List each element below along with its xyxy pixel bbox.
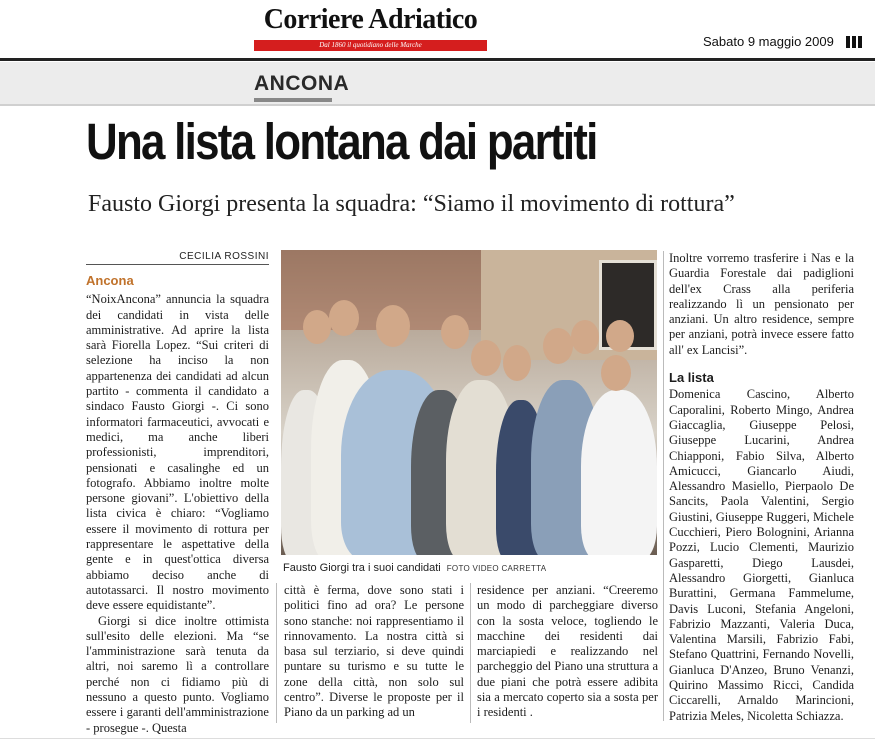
issue-date: Sabato 9 maggio 2009	[703, 34, 834, 49]
header-divider	[0, 58, 875, 61]
paragraph: Inoltre vorremo trasferire i Nas e la Guardia Forestale dai padiglioni dell'ex Crass alla periferia realizzando lì un pensionato per anziani. Un altro residence, sempre per anziani, potrà invece essere fatto all' ex Lancisi”.	[669, 251, 854, 357]
byline: CECILIA ROSSINI	[179, 251, 269, 262]
group-photo	[281, 250, 657, 555]
article-column-3	[477, 583, 658, 721]
paragraph: “NoixAncona” annuncia la squadra dei candidati in vista delle amministrative. Ad aprire la lista sarà Fiorella Lopez. “Sui criteri di selezione ha inciso la non appartenenza dei candidati ad alcun partito - commenta il candidato a sindaco Fausto Giorgi -. Ci sono informatori farmaceutici, avvocati e medici, ma anche liberi professionisti, imprenditori, pensionati e casalinghe ed un fotografo. Abbiamo inoltre molte persone giovani”. L'obiettivo della lista civica è chiaro: “Vogliamo essere il movimento di rottura per rappresentare le aspettative della gente e in quest'ottica diversa abbiamo deciso anche di autotassarci. Il nostro movimento deve essere equidistante”.	[86, 292, 269, 613]
masthead	[0, 0, 875, 60]
byline-divider	[86, 264, 269, 265]
paragraph: Giorgi si dice inoltre ottimista sull'esito delle elezioni. Ma “se l'amministrazione sarà tenuta da altri, noi saremo lì a controllare perché non ci fidiamo più di nessuno a questo punto. Vogliamo essere i garanti dell'amministrazione - prosegue -. Questa	[86, 613, 269, 735]
photo-credit: FOTO VIDEO CARRETTA	[446, 564, 547, 573]
newspaper-title: Corriere Adriatico	[263, 4, 478, 35]
dateline-kicker: Ancona	[86, 273, 134, 288]
section-band	[0, 62, 875, 106]
column-divider	[470, 583, 471, 723]
paragraph: residence per anziani. “Creeremo un modo di parcheggiare diverso con la sosta veloce, togliendo le macchine dei residenti dai marciapiedi e realizzando nel parcheggio del Piano una struttura a due piani che potrà essere adibita sia a mercato coperto sia a sosta per i residenti .	[477, 583, 658, 720]
column-divider	[276, 583, 277, 723]
candidate-list: Domenica Cascino, Alberto Caporalini, Roberto Mingo, Andrea Giaccaglia, Giuseppe Pelosi, Giuseppe Lucarini, Andrea Chiapponi, Fabio Silva, Alberto Amicucci, Giancarlo Aiudi, Alessandro Masiello, Pierpaolo De Sancits, Paola Valentini, Sergio Giustini, Giuseppe Ruggeri, Michele Cucchieri, Piero Bolognini, Arianna Pozzi, Lucio Clementi, Maurizio Gasparetti, Diego Lausdei, Alessandro Giorgetti, Gianluca Burattini, Germana Fammelume, Davis Luconi, Stefania Angeloni, Fabrizio Mazzanti, Valeria Duca, Valentina Marsili, Fabrizio Fabi, Stefano Quattrini, Fernando Novelli, Gianluca D'Anzeo, Bruno Venanzi, Quirino Massimo Ricci, Candida Ciccarelli, Arnaldo Marincioni, Patrizia Meles, Nicoletta Schiazza.	[669, 387, 854, 723]
article-column-1	[86, 270, 269, 736]
caption-text: Fausto Giorgi tra i suoi candidati	[283, 562, 441, 574]
paragraph: città è ferma, dove sono stati i politici fino ad ora? Le persone sono stanche: noi rappresentiamo il rinnovamento. La nostra città si basa sul terziario, si deve quindi puntare su turismo e su tutte le zone della città, non solo sul centro”. Diverse le proposte per il Piano da un parking ad un	[284, 583, 464, 720]
photo-caption	[283, 562, 546, 574]
section-name: ANCONA	[254, 72, 350, 95]
candidate-list-heading: La lista	[669, 370, 714, 386]
column-divider	[663, 251, 664, 721]
subheadline: Fausto Giorgi presenta la squadra: “Siamo il movimento di rottura”	[88, 191, 735, 217]
newspaper-tagline: Dal 1860 il quotidiano delle Marche	[254, 40, 487, 51]
page-bottom-rule	[0, 738, 875, 739]
article-column-2	[284, 583, 464, 721]
section-marker	[254, 98, 332, 102]
barcode-mark-icon	[846, 36, 862, 48]
article-column-4	[669, 251, 854, 724]
headline: Una lista lontana dai partiti	[86, 113, 597, 170]
